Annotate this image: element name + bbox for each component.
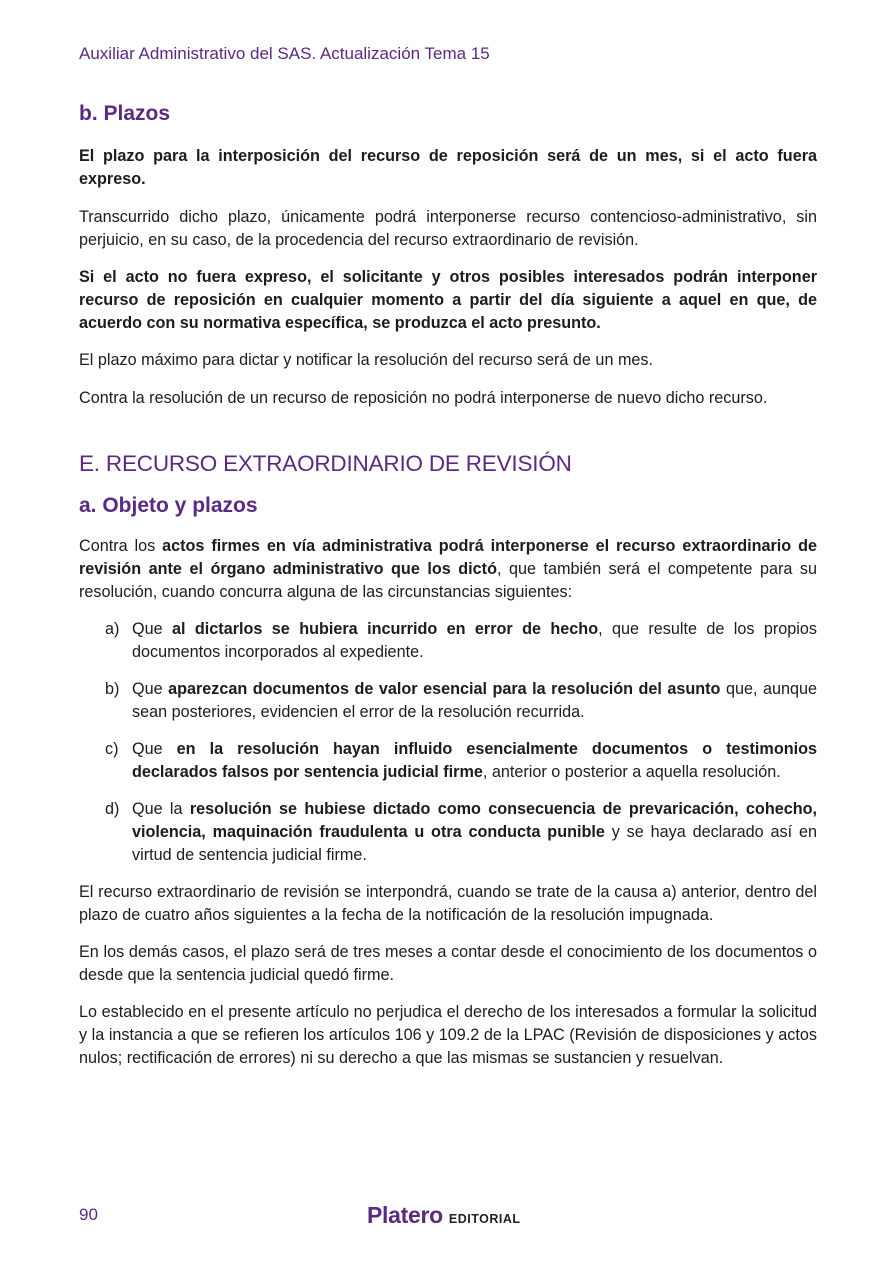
list-label: a) — [105, 620, 120, 638]
heading-recurso-extraordinario: E. RECURSO EXTRAORDINARIO DE REVISIÓN — [79, 451, 572, 476]
paragraph: El plazo para la interposición del recurso de reposición será de un mes, si el acto fuera expreso. — [79, 147, 817, 188]
paragraph: El plazo máximo para dictar y notificar la resolución del recurso será de un mes. — [79, 351, 654, 369]
publisher-logo — [367, 1202, 521, 1229]
paragraph: Si el acto no fuera expreso, el solicitante y otros posibles interesados podrán interponer recurso de reposición en cualquier momento a partir del día siguiente a aquel en que, de acuerdo con su normativa específica, se produzca el acto presunto. — [79, 268, 817, 332]
brand-name: Platero — [367, 1202, 443, 1228]
heading-plazos: b. Plazos — [79, 102, 171, 125]
paragraph: En los demás casos, el plazo será de tres meses a contar desde el conocimiento de los documentos o desde que la sentencia judicial quedó firme. — [79, 943, 817, 984]
paragraph: Contra la resolución de un recurso de reposición no podrá interponerse de nuevo dicho recurso. — [79, 389, 768, 407]
list-label: d) — [105, 800, 120, 818]
list-label: b) — [105, 680, 120, 698]
running-header: Auxiliar Administrativo del SAS. Actualización Tema 15 — [79, 44, 490, 63]
list-item: b) Que aparezcan documentos de valor esencial para la resolución del asunto que, aunque sean posteriores, evidencien el error de la resolución recurrida. — [105, 680, 817, 721]
list-item: a) Que al dictarlos se hubiera incurrido en error de hecho, que resulte de los propios documentos incorporados al expediente. — [105, 620, 817, 661]
page-number: 90 — [79, 1205, 98, 1224]
paragraph: Lo establecido en el presente artículo no perjudica el derecho de los interesados a formular la solicitud y la instancia a que se refieren los artículos 106 y 109.2 de la LPAC (Revisión de disposiciones y actos nulos; rectificación de errores) ni su derecho a que las mismas se sustancien y resuelvan. — [79, 1003, 817, 1067]
heading-objeto-plazos: a. Objeto y plazos — [79, 494, 258, 517]
paragraph: Transcurrido dicho plazo, únicamente podrá interponerse recurso contencioso-administrativo, sin perjuicio, en su caso, de la procedencia del recurso extraordinario de revisión. — [79, 208, 817, 249]
brand-sub: EDITORIAL — [448, 1212, 521, 1226]
list-item: d) Que la resolución se hubiese dictado como consecuencia de prevaricación, cohecho, violencia, maquinación fraudulenta u otra conducta punible y se haya declarado así en virtud de sentencia judicial firme. — [105, 800, 817, 864]
list-label: c) — [105, 740, 119, 758]
list-item: c) Que en la resolución hayan influido esencialmente documentos o testimonios declarados falsos por sentencia judicial firme, anterior o posterior a aquella resolución. — [105, 740, 817, 781]
intro-paragraph: Contra los actos firmes en vía administrativa podrá interponerse el recurso extraordinario de revisión ante el órgano administrativo que los dictó, que también será el competente para su resolución, cuando concurra alguna de las circunstancias siguientes: — [79, 537, 817, 601]
paragraph: El recurso extraordinario de revisión se interpondrá, cuando se trate de la causa a) anterior, dentro del plazo de cuatro años siguientes a la fecha de la notificación de la resolución impugnada. — [79, 883, 817, 924]
